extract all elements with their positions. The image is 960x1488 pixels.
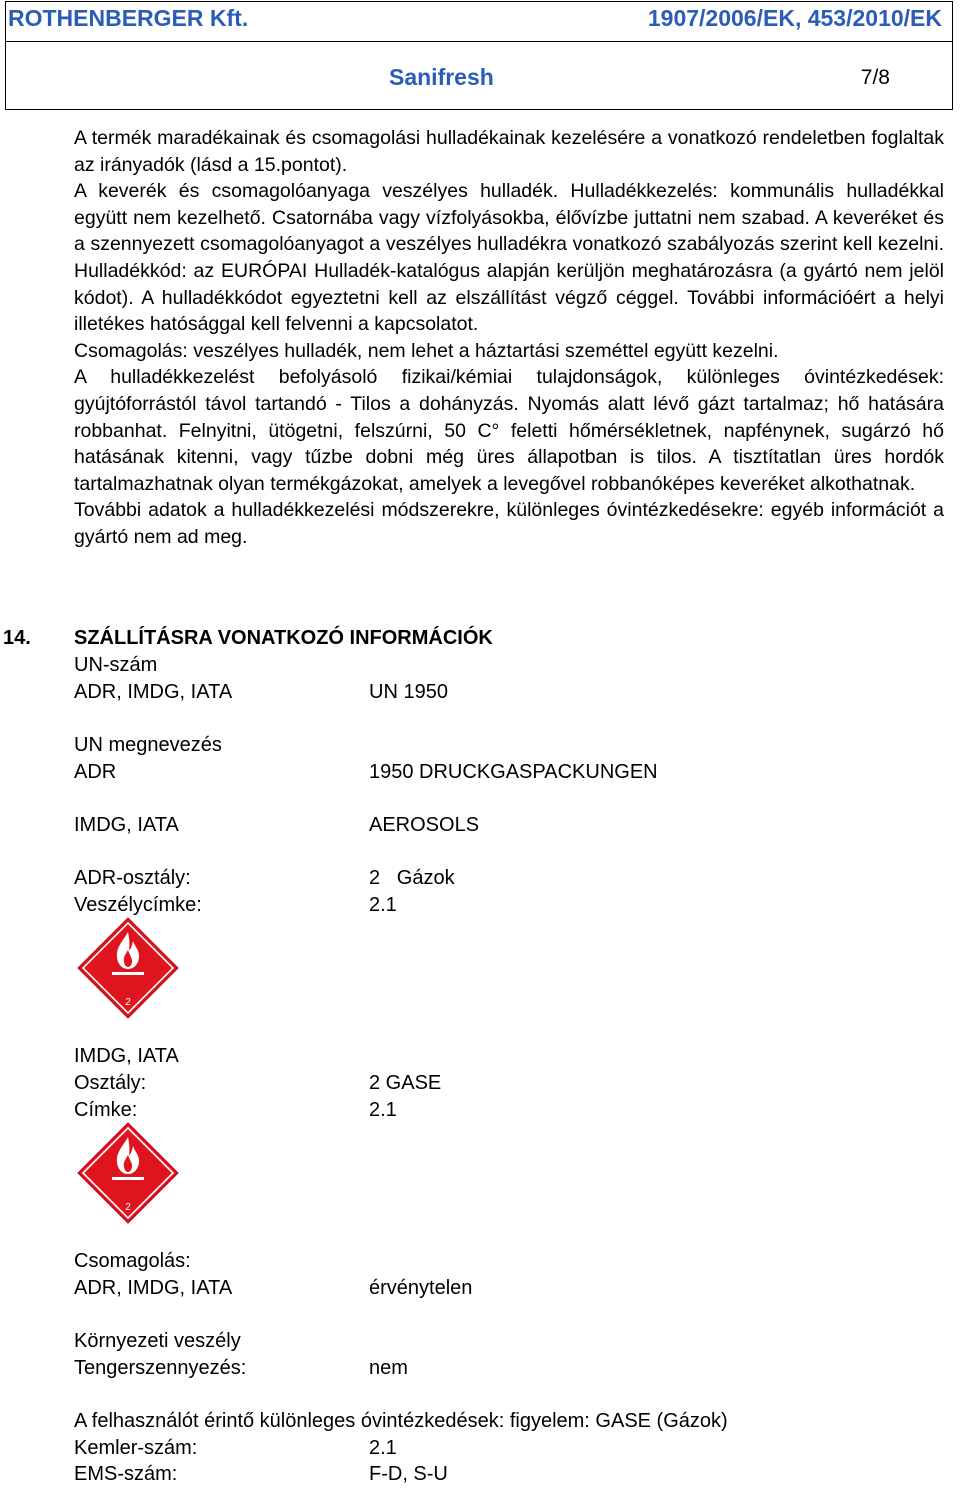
waste-paragraph: A termék maradékainak és csomagolási hulladékainak kezelésére a vonatkozó rendeletben foglaltak az irányadók (lásd a 15.pontot).	[74, 127, 944, 176]
special-precautions: A felhasználót érintő különleges óvintézkedések: figyelem: GASE (Gázok)	[74, 1410, 728, 1432]
flame-icon	[76, 1121, 180, 1225]
env-hazard-label: Környezeti veszély	[74, 1330, 241, 1352]
company-name: ROTHENBERGER Kft.	[8, 5, 249, 31]
un-number-label: UN-szám	[74, 654, 158, 676]
imdg-iata-shipping-name: AEROSOLS	[369, 814, 480, 836]
un-number-modes: ADR, IMDG, IATA	[74, 681, 233, 703]
hazard-label-label: Veszélycímke:	[74, 894, 202, 916]
ems-value: F-D, S-U	[369, 1463, 448, 1485]
section-14-heading	[3, 627, 493, 650]
class-value: 2 GASE	[369, 1072, 442, 1094]
adr-class-value: 2 Gázok	[369, 867, 455, 889]
regulation-reference: 1907/2006/EK, 453/2010/EK	[647, 5, 942, 31]
pictogram-class-number: 2	[125, 1202, 131, 1213]
imdg-iata-heading: IMDG, IATA	[74, 1045, 179, 1067]
flammable-gas-pictogram	[76, 916, 180, 1020]
marine-pollutant-value: nem	[369, 1357, 408, 1379]
page-number: 7/8	[860, 66, 890, 89]
document-header	[5, 1, 953, 110]
packaging-modes: ADR, IMDG, IATA	[74, 1277, 233, 1299]
adr-label: ADR	[74, 761, 117, 783]
marine-pollutant-label: Tengerszennyezés:	[74, 1357, 247, 1379]
section-title: SZÁLLÍTÁSRA VONATKOZÓ INFORMÁCIÓK	[74, 627, 493, 649]
waste-disposal-text	[74, 125, 944, 551]
flammable-gas-pictogram	[76, 1121, 180, 1225]
product-name: Sanifresh	[389, 64, 494, 90]
un-number-value: UN 1950	[369, 681, 448, 703]
waste-paragraph: A keverék és csomagolóanyaga veszélyes hulladék. Hulladékkezelés: kommunális hulladékkal együtt nem kezelhető. Csatornába vagy vízfolyásokba, élővízbe juttatni nem szabad. A keveréket és a szennyezett csomagolóanyagot a veszélyes hulladékra vonatkozó szabályozás szerint kell kezelni. Hulladékkód: az EURÓPAI Hulladék-katalógus alapján kerüljön meghatározásra (a gyártó nem jelöl kódot). A hulladékkódot egyeztetni kell az elszállítást végző céggel. További információért a helyi illetékes hatósággal kell felvenni a kapcsolatot.	[74, 180, 944, 336]
flame-icon	[76, 916, 180, 1020]
kemler-value: 2.1	[369, 1437, 397, 1459]
packaging-label: Csomagolás:	[74, 1250, 191, 1272]
label-label: Címke:	[74, 1099, 138, 1121]
pictogram-class-number: 2	[125, 997, 131, 1008]
adr-shipping-name: 1950 DRUCKGASPACKUNGEN	[369, 761, 658, 783]
section-number: 14.	[3, 627, 31, 649]
label-value: 2.1	[369, 1099, 397, 1121]
kemler-label: Kemler-szám:	[74, 1437, 198, 1459]
hazard-label-value: 2.1	[369, 894, 397, 916]
packaging-value: érvénytelen	[369, 1277, 473, 1299]
header-divider	[6, 41, 952, 42]
waste-paragraph: Csomagolás: veszélyes hulladék, nem lehet a háztartási szeméttel együtt kezelni.	[74, 339, 779, 362]
imdg-iata-label: IMDG, IATA	[74, 814, 179, 836]
class-label: Osztály:	[74, 1072, 147, 1094]
ems-label: EMS-szám:	[74, 1463, 178, 1485]
un-name-label: UN megnevezés	[74, 734, 222, 756]
waste-paragraph: További adatok a hulladékkezelési módszerekre, különleges óvintézkedésekre: egyéb információt a gyártó nem ad meg.	[74, 499, 944, 548]
waste-paragraph: A hulladékkezelést befolyásoló fizikai/kémiai tulajdonságok, különleges óvintézkedések: gyújtóforrástól távol tartandó - Tilos a dohányzás. Nyomás alatt lévő gázt tartalmaz; hő hatására robbanhat. Felnyitni, ütögetni, felszúrni, 50 C° feletti hőmérsékletnek, napfénynek, sugárzó hő hatásának kitenni, vagy tűzbe dobni még üres állapotban is tilos. A tisztítatlan üres hordók tartalmazhatnak olyan termékgázokat, amelyek a levegővel robbanóképes keveréket alkothatnak.	[74, 366, 944, 495]
adr-class-label: ADR-osztály:	[74, 867, 191, 889]
